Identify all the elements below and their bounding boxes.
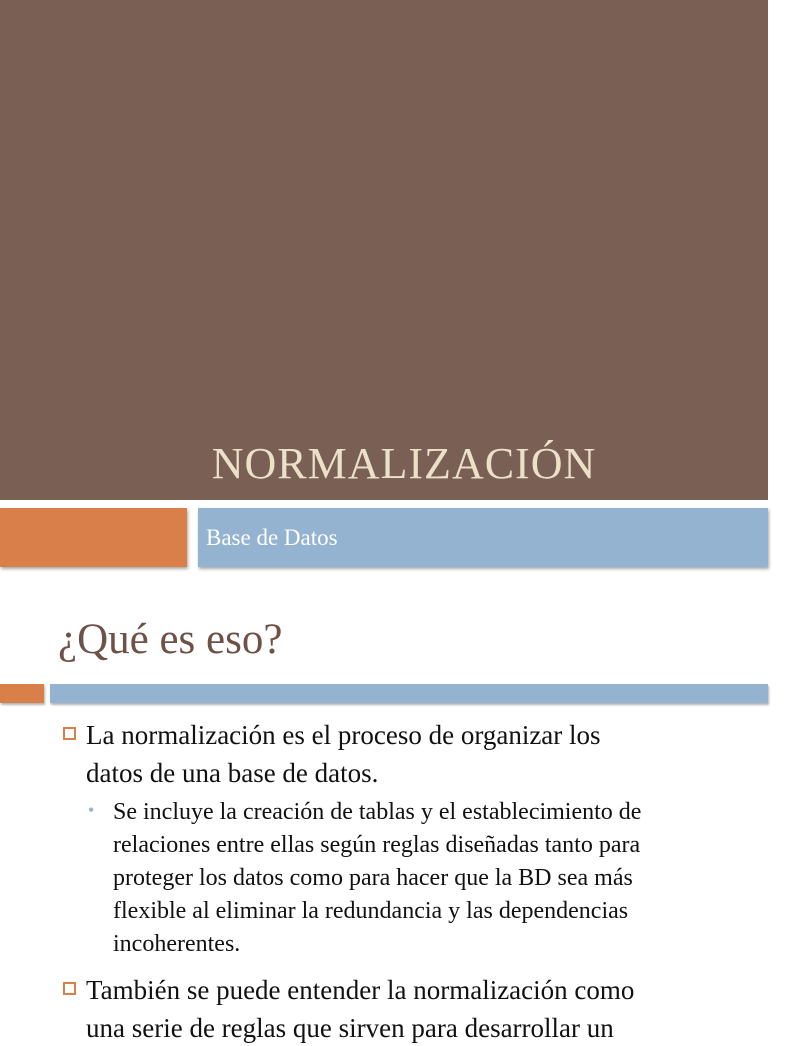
square-bullet-icon (63, 982, 76, 995)
bullet-line: También se puede entender la normalización como (86, 975, 635, 1005)
sub-bullet-line: relaciones entre ellas según reglas diseñadas tanto para (113, 832, 641, 858)
slide-title: NORMALIZACIÓN (211, 439, 597, 488)
square-bullet-icon (63, 727, 76, 740)
sub-bullet-line: proteger los datos como para hacer que la BD sea más (113, 865, 633, 891)
sub-bullet-line: Se incluye la creación de tablas y el establecimiento de (113, 799, 642, 825)
title-background (0, 0, 768, 500)
sub-bullet-line: incoherentes. (113, 931, 241, 957)
bullet-list (0, 576, 768, 1043)
content-title: ¿Qué es eso? (58, 616, 283, 663)
sub-bullet-line: flexible al eliminar la redundancia y las dependencias (113, 898, 629, 924)
accent-bar-orange (0, 508, 187, 567)
bullet-line: La normalización es el proceso de organizar los (86, 720, 601, 750)
content-slide (0, 576, 768, 1043)
slide-subtitle: Base de Datos (206, 525, 338, 550)
bullet-line: una serie de reglas que sirven para desarrollar un (86, 1013, 614, 1043)
dot-bullet-icon: • (88, 800, 95, 820)
bullet-line: datos de una base de datos. (86, 758, 379, 788)
